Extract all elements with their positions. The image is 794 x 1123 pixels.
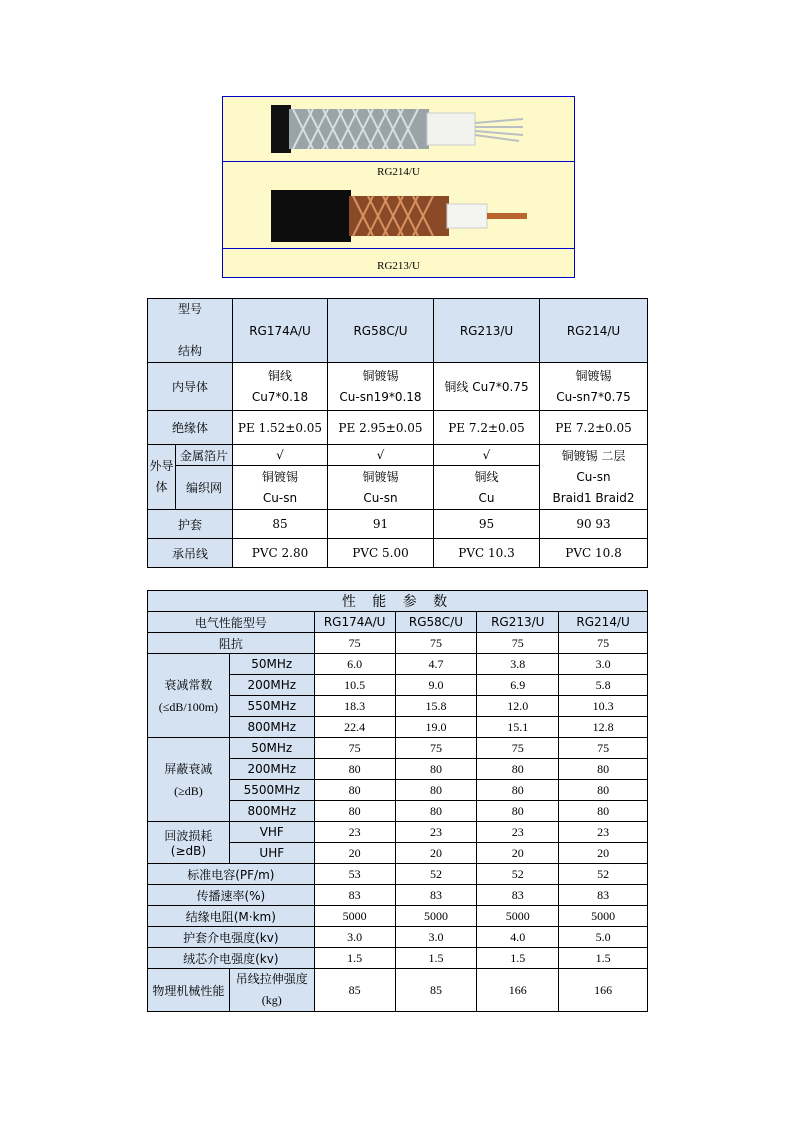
row-label: 护套介电强度(kv) [148,927,315,948]
table-row [148,445,648,466]
table-cell: 52 [477,864,559,885]
table-cell: 85 [395,969,477,1012]
table-cell: 6.0 [314,654,395,675]
rg214-cable-image [223,97,574,161]
table-cell: 6.9 [477,675,559,696]
freq-label: 800MHz [229,801,314,822]
freq-label: 5500MHz [229,780,314,801]
table-cell: 52 [559,864,648,885]
table-cell: 10.3 [559,696,648,717]
table-cell: 12.0 [477,696,559,717]
row-label: 绝缘体 [148,411,233,445]
table-row [148,654,648,675]
table-cell: 铜线 Cu [434,466,540,510]
table-row [148,738,648,759]
table-cell: 19.0 [395,717,477,738]
header-label: 电气性能型号 [148,612,315,633]
rg213-cable-image [223,184,574,248]
table-cell: 5000 [314,906,395,927]
table-row [148,864,648,885]
table-row [148,612,648,633]
table-cell: 5.0 [559,927,648,948]
table-cell: 铜镀锡 Cu-sn [328,466,434,510]
table-cell: 4.0 [477,927,559,948]
model-header: RG214/U [540,299,648,363]
sub-label: 吊线拉伸强度 (kg) [229,969,314,1012]
table-cell: 85 [233,510,328,539]
table-row [148,885,648,906]
model-header: RG174A/U [233,299,328,363]
table-cell: 1.5 [314,948,395,969]
table-cell: 20 [395,843,477,864]
table-cell: 9.0 [395,675,477,696]
table-cell: 3.8 [477,654,559,675]
table-cell: 80 [559,801,648,822]
table-row [148,822,648,843]
table-cell: PE 7.2±0.05 [540,411,648,445]
photo-caption: RG213/U [223,248,574,277]
cable-structure-table [147,298,648,568]
table-cell: 75 [395,633,477,654]
row-label: 承吊线 [148,539,233,568]
model-header: RG214/U [559,612,648,633]
table-cell: 80 [559,759,648,780]
table-cell: 铜镀锡 Cu-sn7*0.75 [540,363,648,411]
table-cell: 20 [314,843,395,864]
table-cell: 5.8 [559,675,648,696]
table-row [148,539,648,568]
table-cell: 18.3 [314,696,395,717]
freq-label: 550MHz [229,696,314,717]
table-cell: 铜镀锡 二层 Cu-sn Braid1 Braid2 [540,445,648,510]
model-header: RG213/U [477,612,559,633]
check-mark: √ [328,445,434,466]
table-row [148,510,648,539]
table-cell: 80 [477,801,559,822]
table-cell: 铜线 Cu7*0.75 [434,363,540,411]
table-cell: 95 [434,510,540,539]
row-label: 物理机械性能 [148,969,230,1012]
row-label: 传播速率(%) [148,885,315,906]
table-cell: 20 [559,843,648,864]
table-cell: 75 [559,633,648,654]
table-cell: 23 [314,822,395,843]
table-cell: 75 [559,738,648,759]
table-row [148,927,648,948]
table-cell: 83 [395,885,477,906]
table-cell: 75 [395,738,477,759]
row-label: 内导体 [148,363,233,411]
table-cell: 90 93 [540,510,648,539]
corner-header: 型号 结构 [148,299,233,363]
table-cell: 23 [395,822,477,843]
table-cell: 80 [477,759,559,780]
table-cell: 80 [395,780,477,801]
table-cell: 80 [314,759,395,780]
table-cell: 铜镀锡 Cu-sn19*0.18 [328,363,434,411]
table-cell: 75 [477,738,559,759]
table-cell: 53 [314,864,395,885]
table-cell: PVC 10.8 [540,539,648,568]
model-header: RG213/U [434,299,540,363]
table-cell: 12.8 [559,717,648,738]
table-row [148,299,648,363]
sub-label: 编织网 [176,466,233,510]
table-cell: 80 [314,780,395,801]
table-cell: 1.5 [477,948,559,969]
table-cell: 22.4 [314,717,395,738]
row-label: 标准电容(PF/m) [148,864,315,885]
check-mark: √ [434,445,540,466]
row-label: 绒芯介电强度(kv) [148,948,315,969]
freq-label: 50MHz [229,738,314,759]
table-cell: 75 [477,633,559,654]
table-cell: 15.1 [477,717,559,738]
row-label: 外导 体 [148,445,176,510]
table-cell: PE 7.2±0.05 [434,411,540,445]
table-cell: 80 [395,801,477,822]
model-header: RG58C/U [328,299,434,363]
table-cell: 80 [395,759,477,780]
photo-caption: RG214/U [223,161,574,185]
row-label: 结缘电阻(M·km) [148,906,315,927]
table-cell: 5000 [395,906,477,927]
table-cell: 5000 [559,906,648,927]
band-label: UHF [229,843,314,864]
table-cell: 80 [559,780,648,801]
model-header: RG58C/U [395,612,477,633]
table-row [148,633,648,654]
table-row [148,969,648,1012]
table-cell: PE 1.52±0.05 [233,411,328,445]
table-cell: 52 [395,864,477,885]
table-cell: 15.8 [395,696,477,717]
table-cell: 80 [477,780,559,801]
table-cell: 91 [328,510,434,539]
table-row [148,411,648,445]
band-label: VHF [229,822,314,843]
table-cell: 5000 [477,906,559,927]
freq-label: 200MHz [229,759,314,780]
table-row [148,948,648,969]
table-cell: 85 [314,969,395,1012]
row-label: 衰减常数 (≤dB/100m) [148,654,230,738]
table-cell: 3.0 [314,927,395,948]
table-cell: 75 [314,738,395,759]
table-cell: 4.7 [395,654,477,675]
check-mark: √ [233,445,328,466]
table-title: 性 能 参 数 [148,591,648,612]
table-cell: 铜镀锡 Cu-sn [233,466,328,510]
table-cell: 166 [477,969,559,1012]
table-row [148,906,648,927]
model-header: RG174A/U [314,612,395,633]
table-row [148,591,648,612]
performance-table [147,590,648,1012]
table-cell: 75 [314,633,395,654]
row-label: 回波损耗(≥dB) [148,822,230,864]
row-label: 屏蔽衰减 (≥dB) [148,738,230,822]
table-cell: 80 [314,801,395,822]
freq-label: 800MHz [229,717,314,738]
table-cell: 1.5 [395,948,477,969]
cable-photo-panel [222,96,575,278]
table-cell: 3.0 [395,927,477,948]
table-cell: 83 [477,885,559,906]
table-cell: 166 [559,969,648,1012]
table-cell: PVC 2.80 [233,539,328,568]
table-cell: PVC 10.3 [434,539,540,568]
table-cell: 20 [477,843,559,864]
sub-label: 金属箔片 [176,445,233,466]
table-cell: 3.0 [559,654,648,675]
row-label: 阻抗 [148,633,315,654]
table-cell: 83 [314,885,395,906]
table-row [148,363,648,411]
table-cell: 10.5 [314,675,395,696]
freq-label: 50MHz [229,654,314,675]
table-cell: 1.5 [559,948,648,969]
row-label: 护套 [148,510,233,539]
table-cell: 23 [559,822,648,843]
table-cell: 铜线 Cu7*0.18 [233,363,328,411]
table-cell: PE 2.95±0.05 [328,411,434,445]
table-cell: 23 [477,822,559,843]
table-cell: PVC 5.00 [328,539,434,568]
freq-label: 200MHz [229,675,314,696]
table-cell: 83 [559,885,648,906]
